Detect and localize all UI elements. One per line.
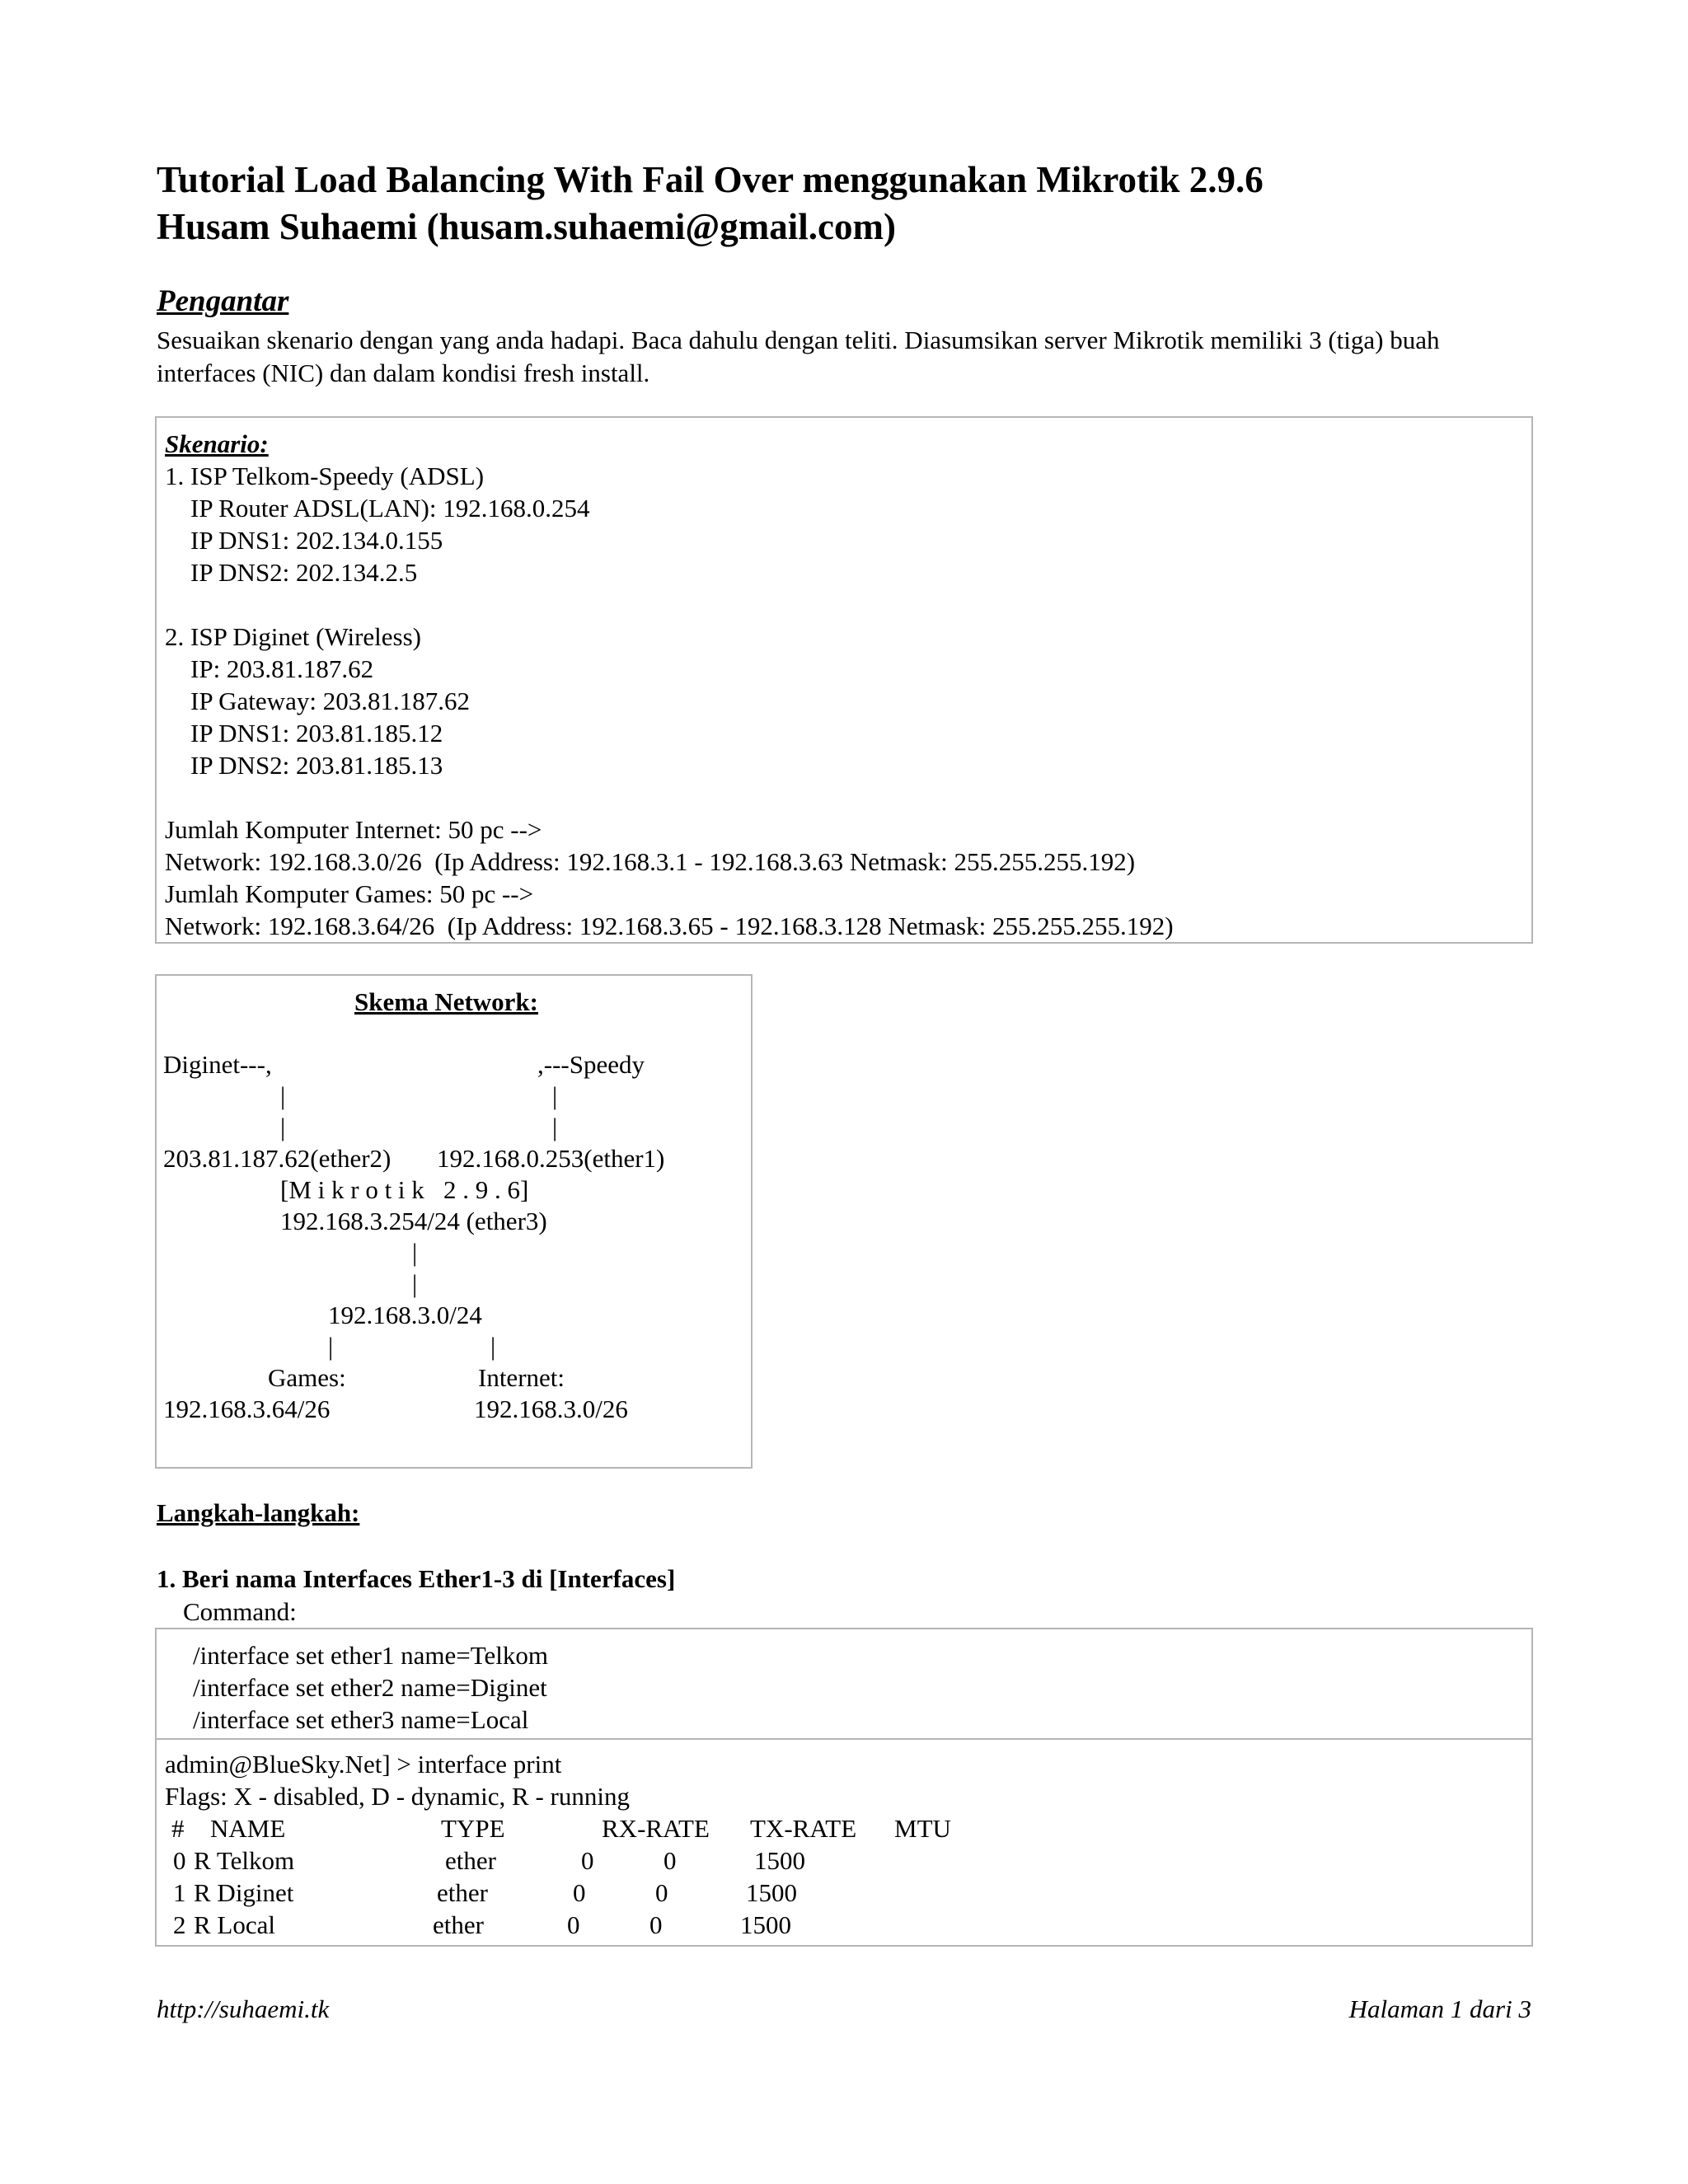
cell-tx: 0 (655, 1878, 668, 1907)
scenario-line (165, 588, 1523, 621)
scenario-line: Network: 192.168.3.64/26 (Ip Address: 192.168.3.65 - 192.168.3.128 Netmask: 255.255.255.192) (165, 912, 1174, 940)
schema-connector: | (552, 1081, 558, 1110)
scenario-line: IP DNS2: 202.134.2.5 (165, 558, 418, 587)
cell-mtu: 1500 (740, 1910, 791, 1939)
col-header: NAME (210, 1814, 286, 1843)
scenario-line: Network: 192.168.3.0/26 (Ip Address: 192.168.3.1 - 192.168.3.63 Netmask: 255.255.255.192) (165, 847, 1136, 876)
command-label: Command: (183, 1597, 297, 1626)
schema-diginet-label: Diginet---, (163, 1050, 272, 1079)
schema-speedy-label: ,---Speedy (537, 1050, 645, 1079)
cell-type: ether (437, 1878, 488, 1907)
schema-ether1: 192.168.0.253(ether1) (437, 1144, 665, 1173)
scenario-line (165, 781, 1523, 813)
col-header: MTU (894, 1814, 951, 1843)
col-header: TYPE (441, 1814, 505, 1843)
table-row (165, 1844, 1523, 1877)
scenario-line: Jumlah Komputer Internet: 50 pc --> (165, 815, 542, 844)
cell-name: R Diginet (194, 1878, 294, 1907)
scenario-line: IP Gateway: 203.81.187.62 (165, 687, 470, 715)
col-header: # (171, 1814, 185, 1843)
command-line: /interface set ether2 name=Diginet (193, 1673, 547, 1702)
schema-internet-label: Internet: (478, 1363, 565, 1392)
title-line-1: Tutorial Load Balancing With Fail Over menggunakan Mikrotik 2.9.6 (157, 159, 1264, 200)
scenario-line: IP DNS1: 203.81.185.12 (165, 719, 443, 748)
schema-connector: | (552, 1113, 558, 1141)
scenario-line: 1. ISP Telkom-Speedy (ADSL) (165, 462, 485, 490)
print-prompt: admin@BlueSky.Net] > interface print (165, 1750, 562, 1779)
cell-mtu: 1500 (746, 1878, 797, 1907)
cell-index: 2 (173, 1910, 186, 1939)
schema-internet-net: 192.168.3.0/26 (474, 1394, 628, 1423)
cell-name: R Telkom (194, 1846, 295, 1875)
schema-games-net: 192.168.3.64/26 (163, 1394, 331, 1423)
scenario-line: 2. ISP Diginet (Wireless) (165, 622, 421, 651)
cell-name: R Local (194, 1910, 275, 1939)
title-line-2: Husam Suhaemi (husam.suhaemi@gmail.com) (157, 206, 896, 247)
table-row (165, 1877, 1523, 1909)
scenario-line: IP: 203.81.187.62 (165, 654, 374, 683)
col-header: TX-RATE (750, 1814, 857, 1843)
intro-heading: Pengantar (157, 284, 289, 318)
schema-connector: | (280, 1081, 286, 1110)
cell-rx: 0 (581, 1846, 594, 1875)
footer-page-number: Halaman 1 dari 3 (1348, 1994, 1531, 2023)
command-box (155, 1628, 1533, 1740)
scenario-line: IP DNS1: 202.134.0.155 (165, 526, 443, 555)
schema-connector: | (412, 1238, 418, 1267)
cell-type: ether (445, 1846, 496, 1875)
intro-text: Sesuaikan skenario dengan yang anda hadapi. Baca dahulu dengan teliti. Diasumsikan server Mikrotik memiliki 3 (tiga) buah interfaces (NIC) dan dalam kondisi fresh install. (157, 326, 1440, 387)
command-line: /interface set ether3 name=Local (193, 1705, 529, 1734)
scenario-line: Jumlah Komputer Games: 50 pc --> (165, 879, 534, 908)
schema-ether3: 192.168.3.254/24 (ether3) (280, 1207, 547, 1235)
print-flags: Flags: X - disabled, D - dynamic, R - running (165, 1782, 630, 1811)
scenario-box (155, 416, 1533, 944)
cell-rx: 0 (567, 1910, 580, 1939)
cell-index: 1 (173, 1878, 186, 1907)
scenario-line: IP DNS2: 203.81.185.13 (165, 751, 443, 780)
footer-url[interactable]: http://suhaemi.tk (157, 1994, 330, 2023)
cell-index: 0 (173, 1846, 186, 1875)
document-title (157, 157, 1264, 251)
cell-tx: 0 (649, 1910, 663, 1939)
step-1-title: 1. Beri nama Interfaces Ether1-3 di [Interfaces] (157, 1564, 676, 1593)
schema-heading: Skema Network: (354, 987, 538, 1016)
table-row (165, 1909, 1523, 1941)
col-header: RX-RATE (602, 1814, 710, 1843)
schema-router: [M i k r o t i k 2 . 9 . 6] (280, 1175, 529, 1204)
cell-type: ether (433, 1910, 484, 1939)
network-schema-box (155, 974, 753, 1469)
schema-connector: | (280, 1113, 286, 1141)
schema-lan: 192.168.3.0/24 (328, 1301, 482, 1329)
schema-games-label: Games: (268, 1363, 346, 1392)
steps-heading: Langkah-langkah: (157, 1498, 360, 1527)
schema-connector: | (490, 1332, 496, 1361)
print-header-row (165, 1812, 1523, 1844)
schema-connector: | (412, 1269, 418, 1298)
scenario-line: IP Router ADSL(LAN): 192.168.0.254 (165, 494, 590, 523)
scenario-heading: Skenario: (165, 429, 269, 458)
schema-connector: | (328, 1332, 334, 1361)
cell-mtu: 1500 (754, 1846, 805, 1875)
schema-ether2: 203.81.187.62(ether2) (163, 1144, 392, 1173)
interface-print-output (155, 1738, 1533, 1947)
cell-rx: 0 (573, 1878, 586, 1907)
command-line: /interface set ether1 name=Telkom (193, 1641, 549, 1670)
cell-tx: 0 (663, 1846, 677, 1875)
